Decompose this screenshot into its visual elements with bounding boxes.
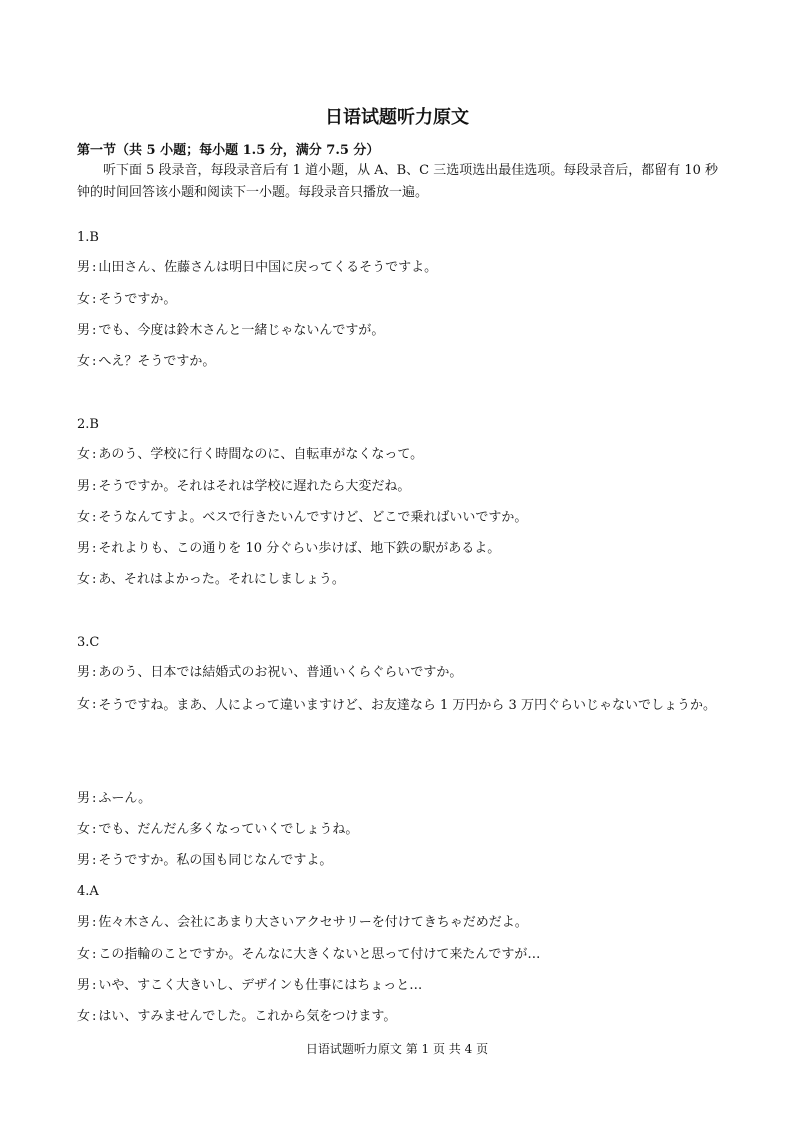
speaker-label: 男 (77, 260, 91, 275)
dialogue-text: でも、だんだん多くなっていくでしょうね。 (98, 822, 359, 837)
dialogue-line: 女 : そうですね。まあ、人によって違いますけど、お友達なら 1 万円から 3 万円ぐらいじゃないでしょうか。 (77, 690, 727, 722)
speaker-label: 男 (77, 853, 91, 868)
question-number: 3.C (77, 635, 100, 650)
dialogue-text: そうなんてすよ。べスで行きたいんですけど、どこで乗ればいいですか。 (98, 510, 528, 525)
dialogue-text: いや、すこく大きいし、デザインも仕事にはちょっと… (98, 978, 423, 993)
dialogue-line: 女 : はい、すみませんでした。これから気をつけます。 (77, 1002, 727, 1031)
dialogue-line: 女 : へえ？そうですか。 (77, 347, 727, 376)
speaker-label: 女 (77, 697, 91, 712)
dialogue-text: ふーん。 (98, 791, 152, 806)
dialogue-text: 佐々木さん、会社にあまり大さいアクセサリーを付けてきちゃだめだよ。 (98, 915, 528, 930)
dialogue-line: 男 : そうですか。それはそれは学校に遅れたら大変だね。 (77, 472, 727, 501)
question-number: 4.A (77, 884, 99, 899)
speaker-label: 女 (77, 572, 91, 587)
speaker-label: 女 (77, 1009, 91, 1024)
speaker-label: 女 (77, 510, 91, 525)
speaker-label: 女 (77, 292, 91, 307)
speaker-label: 男 (77, 978, 91, 993)
instructions-paragraph: 听下面 5 段录音，每段录音后有 1 道小题，从 A、B、C 三选项选出最佳选项。每段录音后，都留有 10 秒钟的时间回答该小题和阅读下一小题。每段录音只播放一遍。 (77, 163, 719, 200)
dialogue-line: 女 : そうですか。 (77, 285, 727, 314)
page-title: 日语试题听力原文 (325, 107, 469, 128)
dialogue-text: 山田さん、佐藤さんは明日中国に戻ってくるそうですよ。 (98, 260, 438, 275)
speaker-label: 女 (77, 947, 91, 962)
page-footer: 日语试题听力原文 第 1 页 共 4 页 (305, 1042, 489, 1056)
speaker-label: 男 (77, 323, 91, 338)
speaker-label: 男 (77, 791, 91, 806)
dialogue-text: あのう、学校に行く時間なのに、自転車がなくなって。 (98, 447, 424, 462)
speaker-label: 女 (77, 354, 91, 369)
dialogue-text: はい、すみませんでした。これから気をつけます。 (98, 1009, 397, 1024)
dialogue-text: この指輪のことですか。そんなに大きくないと思って付けて来たんですが… (98, 947, 541, 962)
dialogue-line: 男 : それよりも、この通りを 10 分ぐらい歩けば、地下鉄の駅があるよ。 (77, 534, 727, 563)
dialogue-text: そうですか。 (98, 292, 177, 307)
dialogue-line: 男 : そうですか。私の国も同じなんですよ。 (77, 846, 727, 875)
dialogue-line: 男 : 山田さん、佐藤さんは明日中国に戻ってくるそうですよ。 (77, 253, 727, 282)
speaker-label: 女 (77, 822, 91, 837)
dialogue-line: 男 : ふーん。 (77, 784, 727, 813)
dialogue-line: 女 : あのう、学校に行く時間なのに、自転車がなくなって。 (77, 440, 727, 469)
dialogue-line: 女 : あ、それはよかった。それにしましょう。 (77, 565, 727, 594)
dialogue-line: 女 : でも、だんだん多くなっていくでしょうね。 (77, 815, 727, 844)
question-number: 2.B (77, 417, 99, 432)
dialogue-line: 男 : あのう、日本では結婚式のお祝い、普通いくらぐらいですか。 (77, 658, 727, 687)
dialogue-line: 男 : 佐々木さん、会社にあまり大さいアクセサリーを付けてきちゃだめだよ。 (77, 908, 727, 937)
dialogue-text: そうですか。私の国も同じなんですよ。 (98, 853, 333, 868)
question-number: 1.B (77, 230, 99, 245)
dialogue-text: それよりも、この通りを 10 分ぐらい歩けば、地下鉄の駅があるよ。 (98, 541, 501, 556)
speaker-label: 男 (77, 541, 91, 556)
dialogue-text: あ、それはよかった。それにしましょう。 (98, 572, 345, 587)
speaker-label: 男 (77, 479, 91, 494)
dialogue-text: でも、今度は鈴木さんと一緒じゃないんですが。 (98, 323, 385, 338)
dialogue-text: そうですか。それはそれは学校に遅れたら大変だね。 (98, 479, 411, 494)
dialogue-line: 女 : この指輪のことですか。そんなに大きくないと思って付けて来たんですが… (77, 940, 727, 969)
dialogue-text: へえ？そうですか。 (98, 354, 216, 369)
speaker-label: 男 (77, 665, 91, 680)
section-heading: 第一节（共 5 小题；每小题 1.5 分，满分 7.5 分） (77, 143, 380, 158)
dialogue-text: そうですね。まあ、人によって違いますけど、お友達なら 1 万円から 3 万円ぐらいじゃないでしょうか。 (98, 698, 716, 713)
dialogue-text: あのう、日本では結婚式のお祝い、普通いくらぐらいですか。 (98, 665, 463, 680)
speaker-label: 女 (77, 447, 91, 462)
dialogue-line: 女 : そうなんてすよ。べスで行きたいんですけど、どこで乗ればいいですか。 (77, 503, 727, 532)
speaker-label: 男 (77, 915, 91, 930)
dialogue-line: 男 : でも、今度は鈴木さんと一緒じゃないんですが。 (77, 316, 727, 345)
dialogue-line: 男 : いや、すこく大きいし、デザインも仕事にはちょっと… (77, 971, 727, 1000)
